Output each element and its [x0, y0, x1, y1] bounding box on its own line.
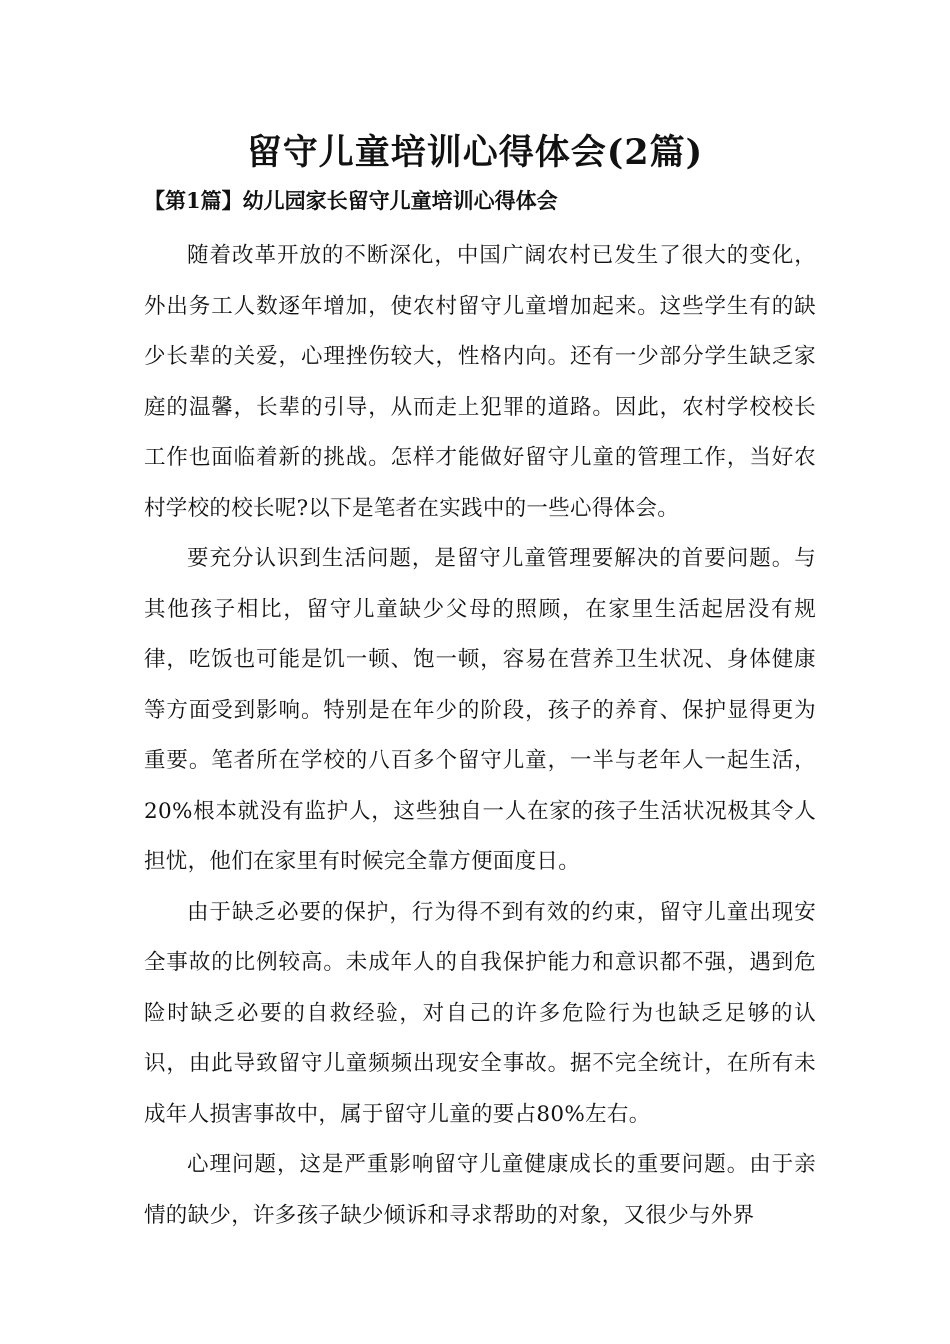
document-body — [144, 231, 816, 1241]
paragraph: 随着改革开放的不断深化，中国广阔农村已发生了很大的变化，外出务工人数逐年增加，使农村留守儿童增加起来。这些学生有的缺少长辈的关爱，心理挫伤较大，性格内向。还有一少部分学生缺乏家庭的温馨，长辈的引导，从而走上犯罪的道路。因此，农村学校校长工作也面临着新的挑战。怎样才能做好留守儿童的管理工作，当好农村学校的校长呢?以下是笔者在实践中的一些心得体会。 — [144, 243, 816, 521]
paragraph: 心理问题，这是严重影响留守儿童健康成长的重要问题。由于亲情的缺少，许多孩子缺少倾诉和寻求帮助的对象，又很少与外界 — [144, 1152, 816, 1228]
paragraph: 要充分认识到生活问题，是留守儿童管理要解决的首要问题。与其他孩子相比，留守儿童缺少父母的照顾，在家里生活起居没有规律，吃饭也可能是饥一顿、饱一顿，容易在营养卫生状况、身体健康等方面受到影响。特别是在年少的阶段，孩子的养育、保护显得更为重要。笔者所在学校的八百多个留守儿童，一半与老年人一起生活，20%根本就没有监护人，这些独自一人在家的孩子生活状况极其令人担忧，他们在家里有时候完全靠方便面度日。 — [144, 546, 816, 874]
paragraph: 由于缺乏必要的保护，行为得不到有效的约束，留守儿童出现安全事故的比例较高。未成年人的自我保护能力和意识都不强，遇到危险时缺乏必要的自救经验，对自己的许多危险行为也缺乏足够的认识，由此导致留守儿童频频出现安全事故。据不完全统计，在所有未成年人损害事故中，属于留守儿童的要占80%左右。 — [144, 899, 816, 1127]
document-title: 留守儿童培训心得体会(2篇) — [246, 132, 704, 173]
section-heading: 【第1篇】幼儿园家长留守儿童培训心得体会 — [144, 188, 558, 213]
